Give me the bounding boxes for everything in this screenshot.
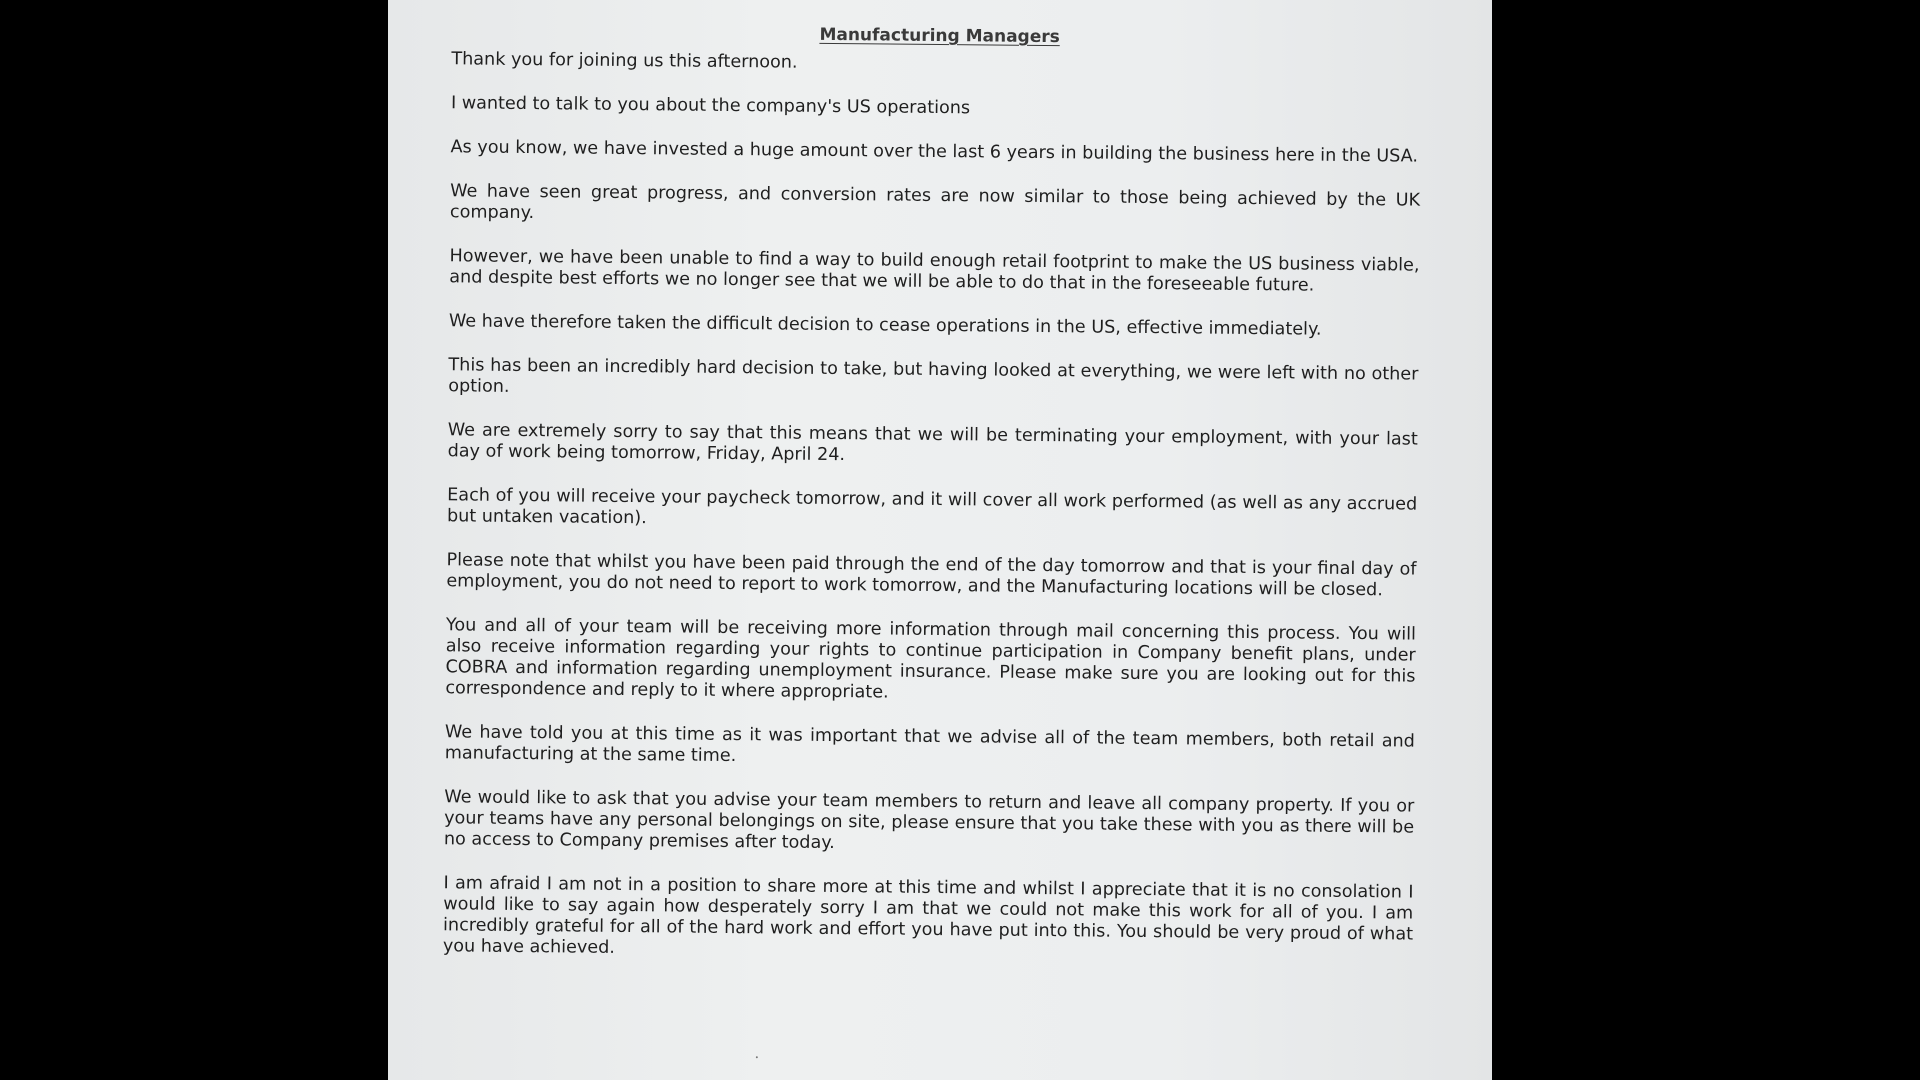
document-page	[388, 0, 1492, 1080]
paragraph-progress: We have seen great progress, and conversion rates are now similar to those being achieved by the UK company.	[449, 181, 1421, 224]
paragraph-closing: I am afraid I am not in a position to share more at this time and whilst I appreciate that it is no consolation I would like to say again how desperately sorry I am that we could not make this work for all of you. I am incredibly grateful for all of the hard work and effort you have put into this. You should be very proud of what you have achieved.	[442, 873, 1414, 958]
document-sheet	[388, 0, 1492, 1080]
paper-speck	[756, 1056, 758, 1058]
paragraph-footprint: However, we have been unable to find a way to build enough retail footprint to make the US business viable, and despite best efforts we no longer see that we will be able to do that in the foreseeable future.	[449, 246, 1420, 296]
paragraph-greeting: Thank you for joining us this afternoon.	[451, 49, 798, 73]
paragraph-company-property: We would like to ask that you advise your team members to return and leave all company property. If you or your teams have any personal belongings on site, please ensure that you take these with you as there will be no access to Company premises after today.	[443, 787, 1415, 854]
paragraph-topic: I wanted to talk to you about the company's US operations	[450, 93, 971, 119]
paragraph-decision: We have therefore taken the difficult decision to cease operations in the US, effective immediately.	[448, 311, 1322, 340]
paragraph-termination: We are extremely sorry to say that this means that we will be terminating your employment, with your last day of work being tomorrow, Friday, April 24.	[447, 420, 1418, 466]
paragraph-timing: We have told you at this time as it was important that we advise all of the team members, both retail and manufacturing at the same time.	[444, 722, 1415, 767]
document-title: Manufacturing Managers	[819, 24, 1060, 48]
paragraph-paycheck: Each of you will receive your paycheck tomorrow, and it will cover all work performed (as well as any accrued but untaken vacation).	[446, 485, 1418, 529]
document-body	[443, 49, 1422, 989]
paragraph-hard-decision: This has been an incredibly hard decision to take, but having looked at everything, we were left with no other option.	[448, 355, 1419, 397]
paragraph-investment: As you know, we have invested a huge amount over the last 6 years in building the business here in the USA.	[450, 137, 1419, 167]
paragraph-final-day: Please note that whilst you have been paid through the end of the day tomorrow and that is your final day of employment, you do not need to report to work tomorrow, and the Manufacturing locations will be closed.	[446, 550, 1417, 601]
paragraph-information: You and all of your team will be receiving more information through mail concerning this process. You will also receive information regarding your rights to continue participation in Company benefit plans, under COBRA and information regarding unemployment insurance. Please make sure you are looking out for this correspondence and reply to it where appropriate.	[445, 615, 1417, 703]
